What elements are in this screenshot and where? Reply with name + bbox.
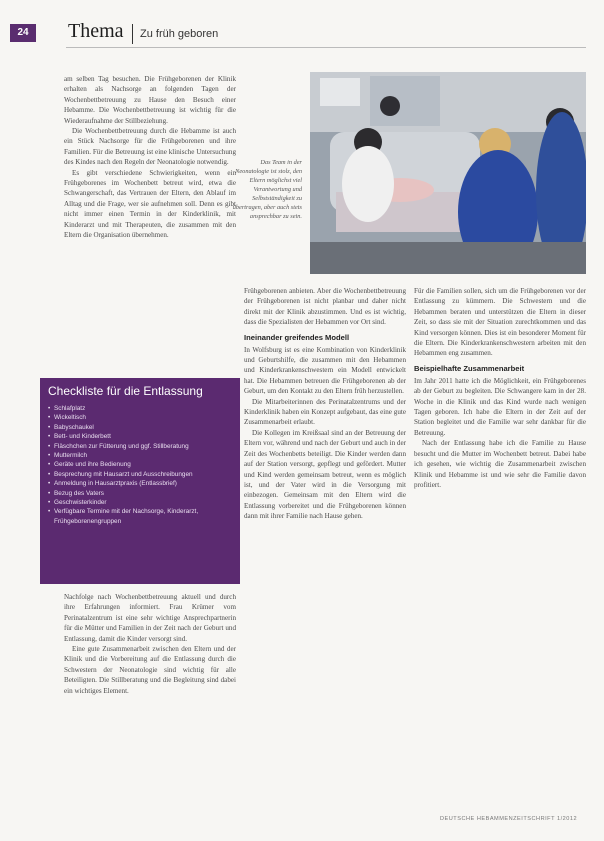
column-2: [244, 286, 406, 814]
paragraph: Die Kollegen im Kreißsaal sind an der Betreuung der Eltern vor, während und nach der Geburt und auch in der Zeit des Wochenbetts beteiligt. Die Kinder werden dann auf der Station versorgt, gepflegt und gefördert. Mutter und Kind werden gemeinsam betreut, wenn es möglich ist, und der Vater wird in die Versorgung mit einbezogen. Gemeinsam mit den Eltern wird die Entlassung vorbereitet und die Frühgeborenen können dann mit ihrer Familie nach Hause gehen.: [244, 428, 406, 521]
checklist-item: • Anmeldung in Hausarztpraxis (Entlassbrief): [48, 479, 234, 488]
checklist-item: • Schlafplatz: [48, 404, 234, 413]
header-divider: [132, 24, 133, 44]
column-1-bottom: [64, 592, 236, 814]
checklist-item: • Geräte und ihre Bedienung: [48, 460, 234, 469]
checklist-item: • Babyschaukel: [48, 423, 234, 432]
checklist-item: • Verfügbare Termine mit der Nachsorge, Kinderarzt, Frühgeborenengruppen: [48, 507, 234, 526]
paragraph: Die Wochenbettbetreuung durch die Hebamme ist auch ein Stück Nachsorge für die Frühgeborenen und ihre Familien. Für die Betreuung ist eine klinische Untersuchung des Kindes nach den Regeln der Neonatologie notwendig.: [64, 127, 236, 167]
column-1-top: [64, 74, 236, 374]
checklist-box: [40, 378, 240, 584]
header-rule: [66, 47, 586, 48]
section-title: Thema: [68, 20, 124, 42]
checklist-items: [48, 404, 234, 526]
subheading: Beispielhafte Zusammenarbeit: [414, 363, 525, 373]
paragraph: Im Jahr 2011 hatte ich die Möglichkeit, ein Frühgeborenes ab der Geburt zu begleiten. Die Schwangere kam in der 28. Woche in die Klinik und das Kind wurde nach wenigen Tagen geboren. Ich habe die Eltern in der Zeit auf der Station begleitet und die Familie war sehr dankbar für die Betreuung.: [414, 376, 586, 437]
paragraph: am selben Tag besuchen. Die Frühgeborenen der Klinik erhalten als Nachsorge an folgenden Tagen der Wochenbettbetreuung zu Hause den Besuch einer Hebamme. Die Wochenbettbetreuung ist wichtig für die Wiederaufnahme der Stillbeziehung.: [64, 75, 236, 125]
paragraph: Für die Familien sollen, sich um die Frühgeborenen vor der Entlassung zu kümmern. Die Schwestern und die Hebammen beraten und unterstützen die Eltern in dieser Zeit, so dass sie mit der Situation zurechtkommen und das Kind versorgen können. Dies ist ein besonderer Moment für die Eltern. Die Kinderkrankenschwestern arbeiten mit den Hebammen eng zusammen.: [414, 287, 586, 358]
nicu-photo: [310, 72, 586, 274]
paragraph: Frühgeborenen anbieten. Aber die Wochenbettbetreuung der Frühgeborenen ist nicht planbar und daher nicht direkt mit der Klinik abzustimmen. Und es ist wichtig, dass die Spezialisten der Hebammen vor Ort sind.: [244, 287, 406, 327]
subheading: Ineinander greifendes Modell: [244, 332, 350, 342]
checklist-item: • Muttermilch: [48, 451, 234, 460]
paragraph: Es gibt verschiedene Schwierigkeiten, wenn ein Frühgeborenes im Wochenbett betreut wird, etwa die Schwangerschaft, das Vertrauen der Eltern, den Ablauf im Alltag und die Frage, wer sie aufnehmen soll. Denn es gibt nicht immer einen Termin in der Kinderklinik, mit Kinderarzt und mit Therapeuten, die zusammen mit den Eltern die Organisation übernehmen.: [64, 168, 236, 240]
checklist-title: Checkliste für die Entlassung: [48, 384, 203, 398]
article-subtitle: Zu früh geboren: [140, 28, 219, 40]
checklist-item: • Fläschchen zur Fütterung und ggf. Stillberatung: [48, 442, 234, 451]
paragraph: Nach der Entlassung habe ich die Familie zu Hause besucht und die Mutter im Wochenbett betreut. Dabei habe ich gesehen, wie wichtig die Zusammenarbeit zwischen Klinik und Hebamme ist und wie sehr die Familie davon profitiert.: [414, 439, 586, 489]
checklist-item: • Bett- und Kinderbett: [48, 432, 234, 441]
photo-caption: Das Team in der Neonatologie ist stolz, den Eltern möglichst viel Verantwortung und Selbstständigkeit zu übertragen, aber auch stets ansprechbar zu sein.: [232, 159, 302, 220]
checklist-item: • Besprechung mit Hausarzt und Ausschreibungen: [48, 470, 234, 479]
page-footer: DEUTSCHE HEBAMMENZEITSCHRIFT 1/2012: [440, 816, 578, 822]
page-number: 24: [10, 24, 36, 42]
checklist-item: • Wickeltisch: [48, 413, 234, 422]
column-3: [414, 286, 586, 814]
paragraph: Die Mitarbeiterinnen des Perinatalzentrums und der Kinderklinik haben ein Konzept aufgebaut, das eine gute Zusammenarbeit erlaubt.: [244, 397, 406, 427]
nicu-photo-illustration: [310, 72, 586, 274]
checklist-item: • Bezug des Vaters: [48, 489, 234, 498]
paragraph: Eine gute Zusammenarbeit zwischen den Eltern und der Klinik und die Vorbereitung auf die Entlassung durch die Schwestern der Neonatologie sind wichtig für alle Beteiligten. Die Stillberatung und die Begleitung sind dabei ein wichtiges Element.: [64, 645, 236, 695]
checklist-item: • Geschwisterkinder: [48, 498, 234, 507]
paragraph: Nachfolge nach Wochenbettbetreuung aktuell und durch ihre Erfahrungen informiert. Frau Krümer vom Perinatalzentrum ist eine sehr wichtige Ansprechpartnerin für die Mütter und Familien in der Zeit nach der Geburt und Entlassung, damit die Kinder versorgt sind.: [64, 593, 236, 643]
paragraph: In Wolfsburg ist es eine Kombination von Kinderklinik und Geburtshilfe, die zusammen mit den Hebammen und Kinderkrankenschwestern ein Modell entwickelt hat. Die Hebammen betreuen die Frühgeborenen ab der Geburt, um den Kontakt zu den Eltern früh herzustellen.: [244, 345, 406, 396]
